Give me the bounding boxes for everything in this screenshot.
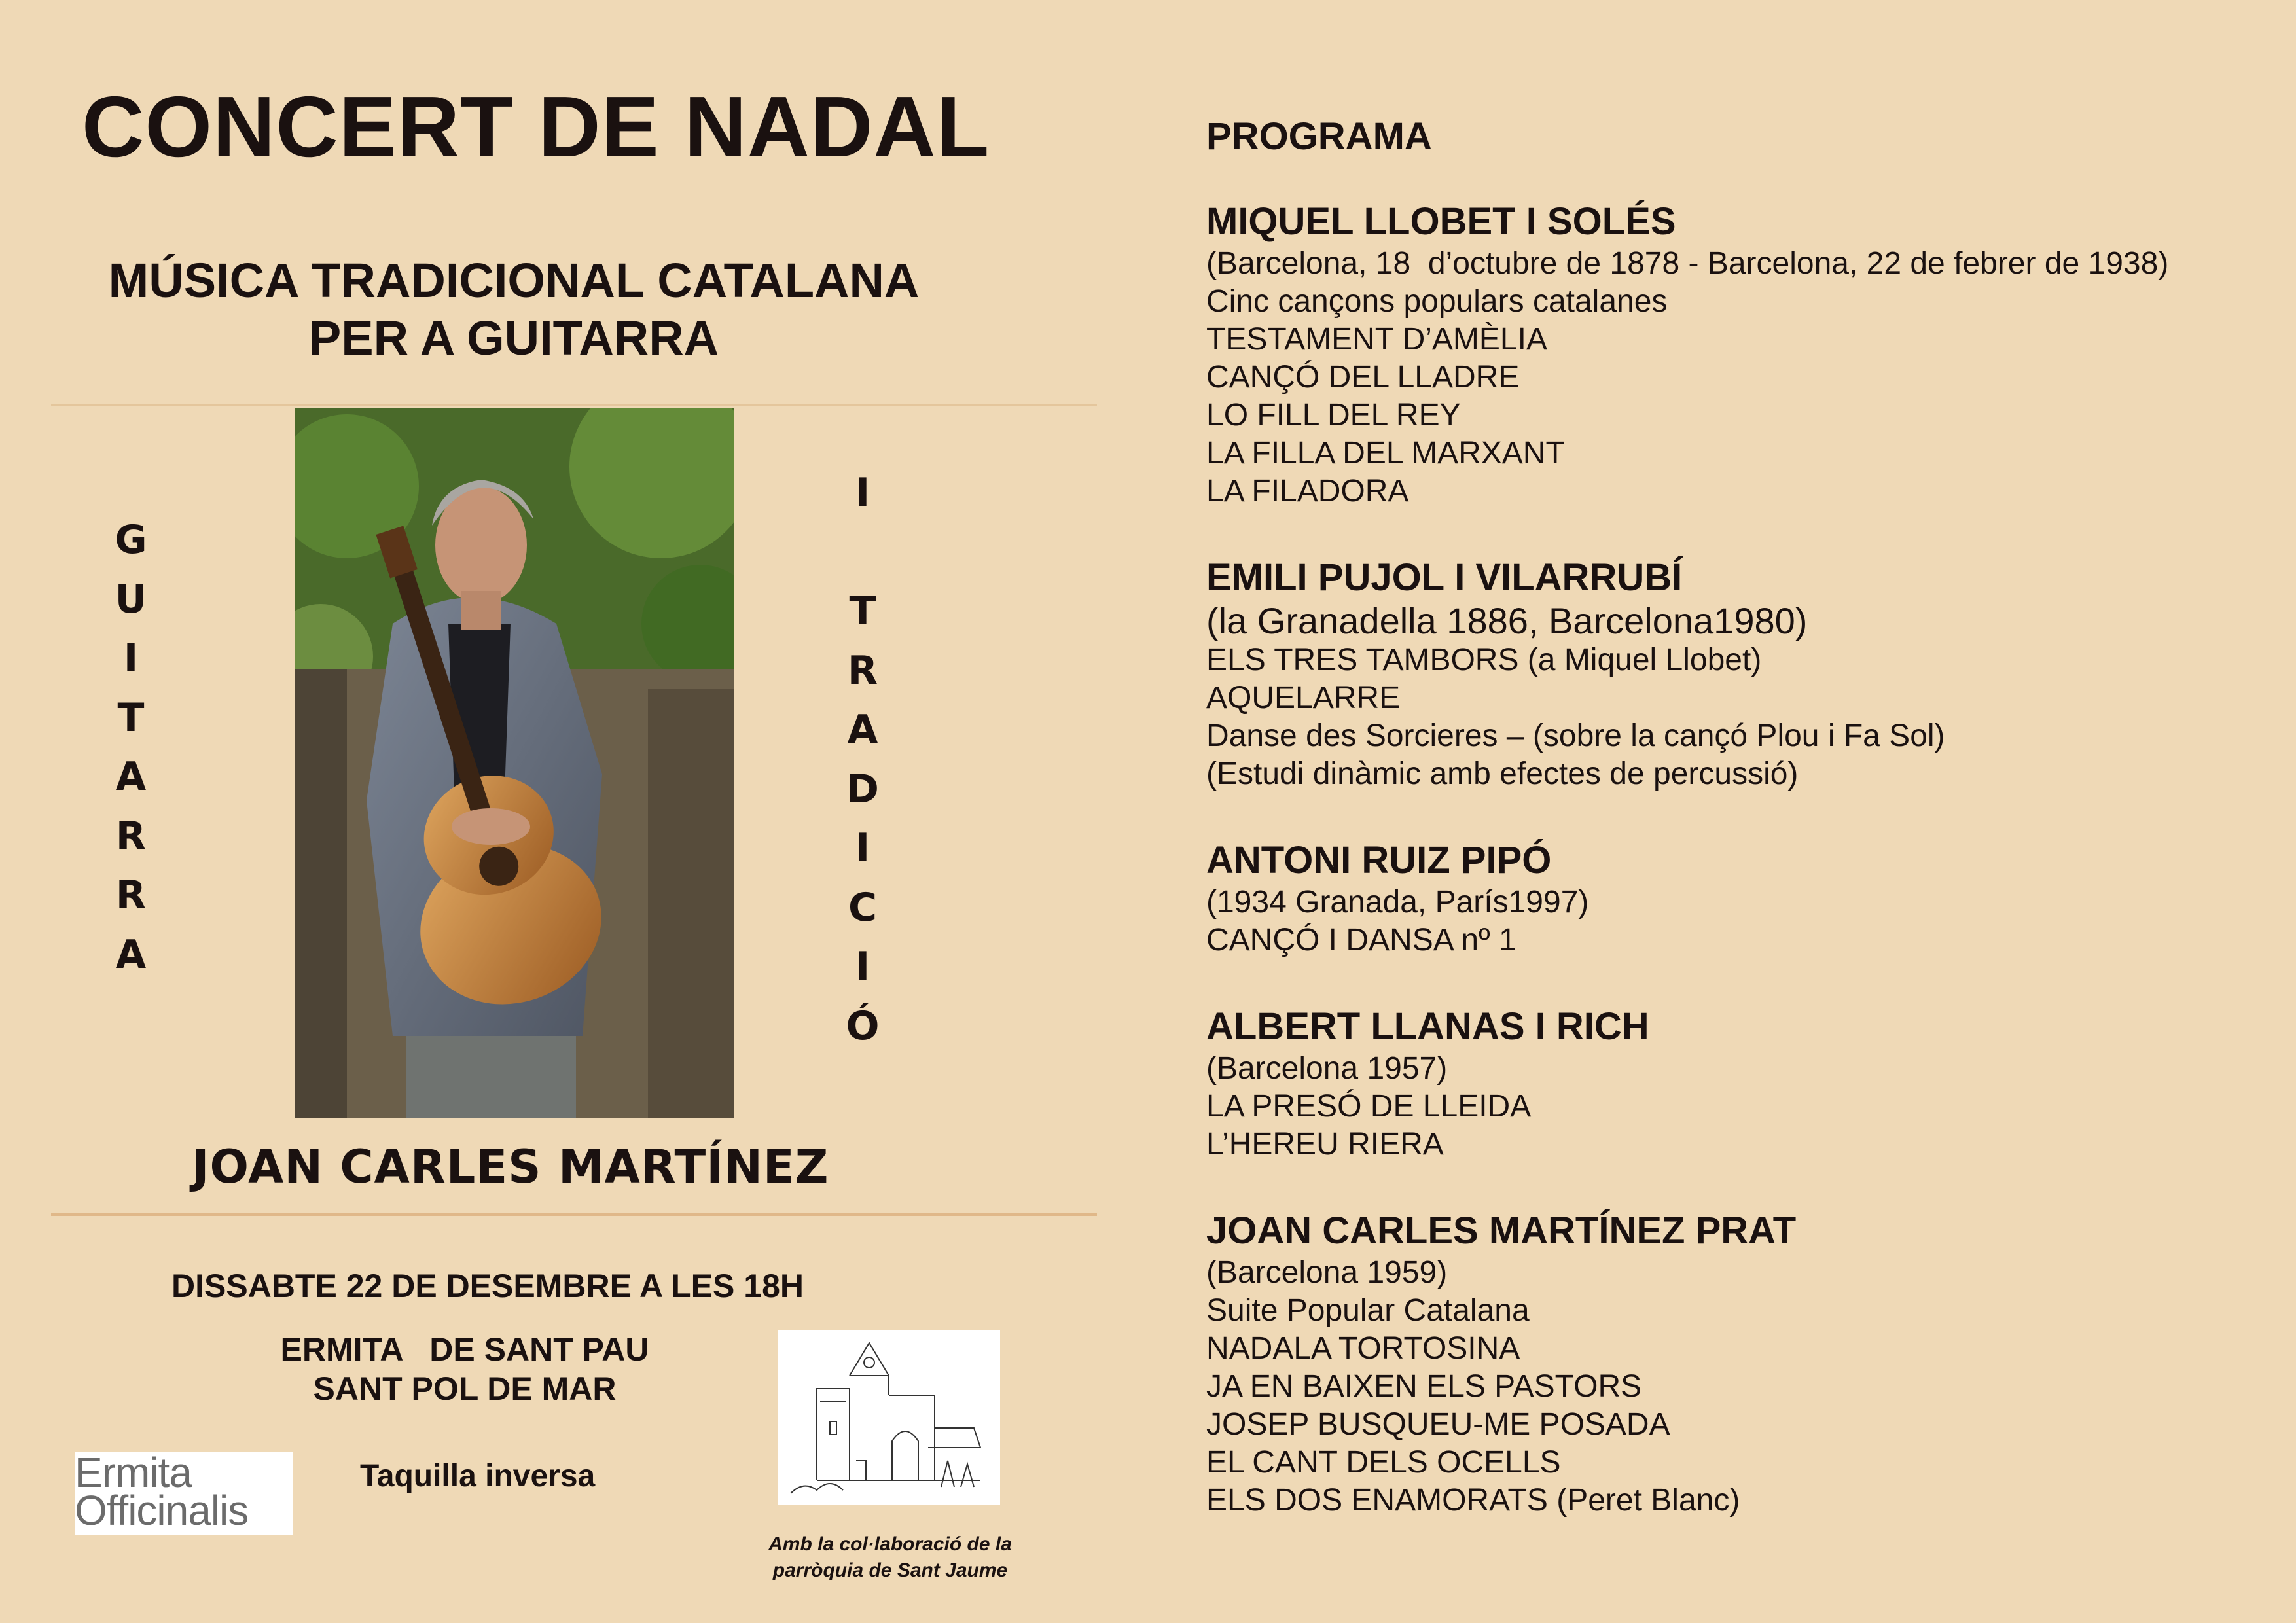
composer-dates: (Barcelona, 18 d’octubre de 1878 - Barcelona, 22 de febrer de 1938) xyxy=(1206,246,2169,281)
composer-dates: (Barcelona 1957) xyxy=(1206,1051,1448,1086)
vertical-letter: I xyxy=(855,944,870,990)
piece-title: LO FILL DEL REY xyxy=(1206,398,1461,433)
piece-title: CANÇÓ I DANSA nº 1 xyxy=(1206,923,1516,957)
ermita-officinalis-logo xyxy=(75,1449,293,1535)
vertical-letter xyxy=(836,523,889,582)
vertical-letter: I xyxy=(123,635,139,681)
piece-title: TESTAMENT D’AMÈLIA xyxy=(1206,322,1547,357)
piece-title: L’HEREU RIERA xyxy=(1206,1127,1444,1162)
subtitle-line-1: MÚSICA TRADICIONAL CATALANA xyxy=(108,253,920,308)
piece-title: Suite Popular Catalana xyxy=(1206,1293,1530,1328)
piece-title: Cinc cançons populars catalanes xyxy=(1206,284,1668,319)
piece-title: LA FILLA DEL MARXANT xyxy=(1206,436,1565,471)
church-sketch-drawing xyxy=(778,1330,1000,1505)
composer-dates: (Barcelona 1959) xyxy=(1206,1255,1448,1290)
composer-name: JOAN CARLES MARTÍNEZ PRAT xyxy=(1206,1209,1797,1252)
vertical-letter: A xyxy=(847,707,878,753)
composer-block xyxy=(1206,1211,2253,1520)
poster-title: CONCERT DE NADAL xyxy=(82,79,990,175)
composer-name: ANTONI RUIZ PIPÓ xyxy=(1206,839,1552,882)
vertical-letter: R xyxy=(847,647,878,694)
composer-block xyxy=(1206,840,2253,959)
composer-name: EMILI PUJOL I VILARRUBÍ xyxy=(1206,556,1683,599)
composer-name: ALBERT LLANAS I RICH xyxy=(1206,1005,1649,1048)
event-venue xyxy=(236,1330,694,1408)
vertical-letter: T xyxy=(849,588,876,634)
vertical-letter: U xyxy=(115,576,147,622)
piece-title: ELS TRES TAMBORS (a Miquel Llobet) xyxy=(1206,643,1762,677)
piece-title: NADALA TORTOSINA xyxy=(1206,1331,1520,1366)
bottom-divider xyxy=(51,1213,1097,1216)
piece-title: LA PRESÓ DE LLEIDA xyxy=(1206,1089,1532,1124)
venue-line-2: SANT POL DE MAR xyxy=(313,1370,617,1407)
vertical-letter: T xyxy=(117,694,145,741)
piece-title: CANÇÓ DEL LLADRE xyxy=(1206,360,1520,395)
vertical-letter: R xyxy=(115,872,147,918)
logo-line-2: Officinalis xyxy=(75,1487,249,1534)
vertical-word-right xyxy=(836,463,889,1056)
composer-name: MIQUEL LLOBET I SOLÉS xyxy=(1206,200,1676,243)
box-office-note: Taquilla inversa xyxy=(360,1459,596,1493)
composer-dates: (1934 Granada, París1997) xyxy=(1206,885,1589,919)
program-section xyxy=(1206,115,2253,1567)
performer-photo-illustration xyxy=(295,408,734,1118)
performer-photo xyxy=(295,408,734,1118)
vertical-letter: R xyxy=(115,813,147,859)
composer-block xyxy=(1206,1007,2253,1164)
vertical-letter: A xyxy=(115,931,147,978)
piece-title: Danse des Sorcieres – (sobre la cançó Plou i Fa Sol) xyxy=(1206,719,1945,753)
piece-title: ELS DOS ENAMORATS (Peret Blanc) xyxy=(1206,1483,1740,1518)
composer-dates: (la Granadella 1886, Barcelona1980) xyxy=(1206,600,1808,641)
event-date: DISSABTE 22 DE DESEMBRE A LES 18H xyxy=(171,1268,804,1304)
composer-block xyxy=(1206,202,2253,510)
venue-line-1: ERMITA DE SANT PAU xyxy=(280,1331,649,1368)
top-divider xyxy=(51,404,1097,406)
vertical-word-left xyxy=(105,510,157,984)
vertical-letter: D xyxy=(846,766,879,812)
collaboration-credit xyxy=(726,1531,1054,1584)
vertical-letter: I xyxy=(855,825,870,871)
poster-subtitle xyxy=(52,252,975,367)
composer-block xyxy=(1206,558,2253,793)
piece-title: LA FILADORA xyxy=(1206,474,1409,508)
credit-line-1: Amb la col·laboració de la xyxy=(768,1533,1012,1555)
credit-line-2: parròquia de Sant Jaume xyxy=(772,1560,1008,1581)
subtitle-line-2: PER A GUITARRA xyxy=(308,311,719,365)
logo-line-1: Ermita xyxy=(75,1449,192,1496)
vertical-letter: C xyxy=(848,884,878,931)
performer-name: JOAN CARLES MARTÍNEZ xyxy=(192,1140,829,1194)
vertical-letter: A xyxy=(115,754,147,800)
piece-title: (Estudi dinàmic amb efectes de percussió) xyxy=(1206,757,1799,791)
vertical-letter: I xyxy=(855,470,870,516)
piece-title: EL CANT DELS OCELLS xyxy=(1206,1445,1561,1480)
church-sketch xyxy=(778,1330,1000,1505)
piece-title: JOSEP BUSQUEU-ME POSADA xyxy=(1206,1407,1670,1442)
vertical-letter: Ó xyxy=(846,1003,880,1049)
vertical-letter: G xyxy=(115,517,147,563)
piece-title: AQUELARRE xyxy=(1206,681,1401,715)
program-heading: PROGRAMA xyxy=(1206,115,1432,158)
piece-title: JA EN BAIXEN ELS PASTORS xyxy=(1206,1369,1642,1404)
